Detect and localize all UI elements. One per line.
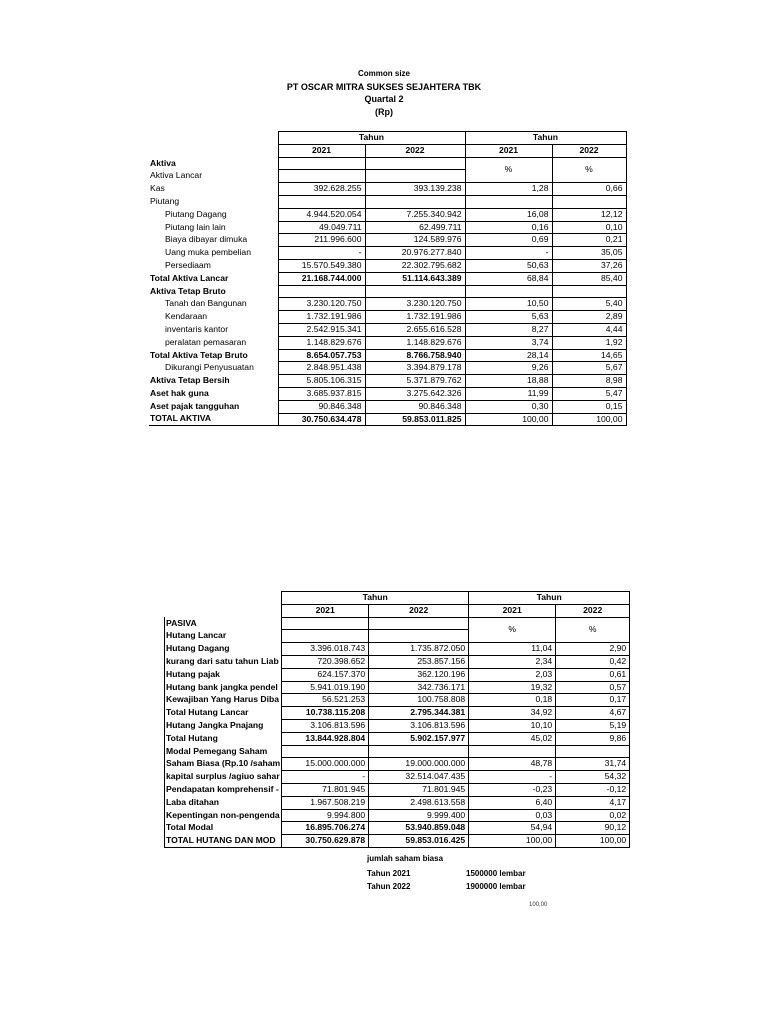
percent-2021: 45,02 — [469, 732, 556, 745]
percent-2021 — [465, 285, 552, 298]
percent-2021: -0,23 — [469, 783, 556, 796]
row-label: Kewajiban Yang Harus Diba — [165, 694, 282, 707]
percent-2022: 0,15 — [552, 400, 626, 413]
percent-header-2022: % — [552, 157, 626, 183]
percent-2021: 100,00 — [465, 413, 552, 426]
value-2022: 59.853.011.825 — [365, 413, 465, 426]
row-label: Uang muka pembelian — [165, 247, 251, 258]
value-2022: 32.514.047.435 — [369, 771, 469, 784]
percent-2022: 37,26 — [552, 259, 626, 272]
row-label: Biaya dibayar dimuka — [165, 234, 248, 245]
value-2022: 2.655.616.528 — [365, 323, 465, 336]
percent-2021: 10,10 — [469, 719, 556, 732]
table-row — [165, 681, 630, 694]
row-label: Kendaraan — [165, 311, 208, 322]
row-label: Tanah dan Bangunan — [165, 298, 247, 309]
value-2021: 3.106.813.596 — [282, 719, 369, 732]
value-2021: - — [282, 771, 369, 784]
value-2021: 8.654.057.753 — [278, 349, 365, 362]
table-row — [149, 195, 626, 208]
row-label: kurang dari satu tahun Liab — [165, 655, 282, 668]
percent-2021: 2,03 — [469, 668, 556, 681]
shares-2022-value: 1900000 lembar — [466, 882, 526, 891]
percent-2022: 35,05 — [552, 247, 626, 260]
value-2022 — [369, 630, 469, 643]
percent-2022: 0,02 — [556, 809, 630, 822]
percent-2022: -0,12 — [556, 783, 630, 796]
value-2022: 51.114.643.389 — [365, 272, 465, 285]
row-label: Aset hak guna — [150, 387, 209, 398]
percent-2021: 0,30 — [465, 400, 552, 413]
row-label: Aktiva Tetap Bruto — [150, 285, 226, 296]
value-2022: 3.394.879.178 — [365, 362, 465, 375]
percent-2022: 0,17 — [556, 694, 630, 707]
assets-table-body — [149, 132, 626, 426]
value-2022: 124.589.976 — [365, 234, 465, 247]
table-row — [165, 796, 630, 809]
value-2022 — [365, 285, 465, 298]
row-label: Hutang bank jangka pendel — [165, 681, 282, 694]
value-2021 — [282, 630, 369, 643]
header-tahun-percent: Tahun — [465, 132, 626, 145]
row-label: Total Hutang — [165, 732, 282, 745]
table-row — [165, 719, 630, 732]
value-2022 — [369, 617, 469, 630]
value-2021: 2.848.951.438 — [278, 362, 365, 375]
value-2022: 342.736.171 — [369, 681, 469, 694]
shares-2022-label: Tahun 2022 — [367, 882, 411, 891]
table-row — [149, 208, 626, 221]
header-tahun-values: Tahun — [282, 592, 469, 605]
value-2022: 362.120.196 — [369, 668, 469, 681]
percent-2022 — [552, 195, 626, 208]
value-2022: 53.940.859.048 — [369, 822, 469, 835]
table-row — [165, 668, 630, 681]
header-tahun-values: Tahun — [278, 132, 465, 145]
value-2021 — [278, 195, 365, 208]
value-2021 — [278, 157, 365, 170]
value-2022: 71.801.945 — [369, 783, 469, 796]
table-row — [149, 400, 626, 413]
percent-2021: 3,74 — [465, 336, 552, 349]
percent-2021: 28,14 — [465, 349, 552, 362]
percent-2022: 0,10 — [552, 221, 626, 234]
value-2022: 22.302.795.682 — [365, 259, 465, 272]
header-year-2022: 2022 — [365, 144, 465, 157]
value-2021: 5.941.019.190 — [282, 681, 369, 694]
value-2022: 62.499.711 — [365, 221, 465, 234]
value-2021: 3.396.018.743 — [282, 643, 369, 656]
table-row — [149, 183, 626, 196]
header-row-years — [149, 144, 626, 157]
header-empty-cell — [149, 132, 278, 145]
row-label: Laba ditahan — [165, 796, 282, 809]
header-row-years — [165, 604, 630, 617]
value-2021: 2.542.915.341 — [278, 323, 365, 336]
header-empty-cell — [165, 592, 282, 605]
percent-2022: 5,40 — [552, 298, 626, 311]
percent-2022: 4,17 — [556, 796, 630, 809]
table-row — [149, 349, 626, 362]
percent-2022: 2,89 — [552, 311, 626, 324]
row-label: TOTAL AKTIVA — [149, 413, 278, 426]
table-row — [149, 234, 626, 247]
value-2021: - — [278, 247, 365, 260]
header-empty-cell — [165, 604, 282, 617]
percent-2021: 18,88 — [465, 375, 552, 388]
table-row — [165, 732, 630, 745]
report-titles — [0, 68, 768, 118]
percent-2022 — [556, 745, 630, 758]
percent-2022: 2,90 — [556, 643, 630, 656]
table-row — [149, 336, 626, 349]
assets-table — [149, 131, 627, 426]
value-2022: 90.846.348 — [365, 400, 465, 413]
value-2021: 15.570.549.380 — [278, 259, 365, 272]
value-2021: 30.750.634.478 — [278, 413, 365, 426]
value-2021: 720.398.652 — [282, 655, 369, 668]
percent-2021: 0,18 — [469, 694, 556, 707]
percent-2022: 0,21 — [552, 234, 626, 247]
header-row-tahun — [165, 592, 630, 605]
header-year-2022: 2022 — [369, 604, 469, 617]
percent-2022: 4,67 — [556, 707, 630, 720]
percent-2021: - — [469, 771, 556, 784]
table-row — [149, 259, 626, 272]
table-row — [165, 822, 630, 835]
table-row — [149, 387, 626, 400]
value-2021: 71.801.945 — [282, 783, 369, 796]
percent-2022: 31,74 — [556, 758, 630, 771]
table-row — [149, 311, 626, 324]
percent-2021: 1,28 — [465, 183, 552, 196]
value-2022: 2.498.613.558 — [369, 796, 469, 809]
value-2022: 1.732.191.986 — [365, 311, 465, 324]
value-2021: 90.846.348 — [278, 400, 365, 413]
percent-2022: 90,12 — [556, 822, 630, 835]
shares-note-title: jumlah saham biasa — [367, 854, 444, 863]
table-row — [149, 298, 626, 311]
value-2021: 3.685.937.815 — [278, 387, 365, 400]
percent-2021: 9,26 — [465, 362, 552, 375]
row-label: Aset pajak tangguhan — [150, 400, 240, 411]
percent-2022: 8,98 — [552, 375, 626, 388]
table-row — [149, 413, 626, 426]
value-2021: 16.895.706.274 — [282, 822, 369, 835]
liabilities-table-body — [165, 592, 630, 848]
value-2021: 10.738.115.208 — [282, 707, 369, 720]
value-2022: 393.139.238 — [365, 183, 465, 196]
row-label: Dikurangi Penyusuatan — [165, 362, 254, 373]
footer-number: 100,00 — [529, 902, 548, 908]
row-label: Saham Biasa (Rp.10 /saham — [165, 758, 282, 771]
row-label: Aktiva — [150, 157, 176, 168]
value-2021 — [282, 617, 369, 630]
header-pct-year-2021: 2021 — [469, 604, 556, 617]
percent-2022: 5,47 — [552, 387, 626, 400]
table-row — [165, 835, 630, 848]
table-row — [149, 157, 626, 170]
percent-2021: 11,99 — [465, 387, 552, 400]
table-row — [165, 758, 630, 771]
percent-2021: - — [465, 247, 552, 260]
table-row — [149, 323, 626, 336]
table-row — [165, 809, 630, 822]
row-label: Aktiva Lancar — [150, 170, 203, 181]
value-2022: 9.999.400 — [369, 809, 469, 822]
row-label: Total Hutang Lancar — [165, 707, 282, 720]
percent-2021 — [469, 745, 556, 758]
value-2022: 8.766.758.940 — [365, 349, 465, 362]
table-row — [165, 694, 630, 707]
row-label: Hutang pajak — [165, 668, 282, 681]
row-label: Total Aktiva Tetap Bruto — [150, 349, 248, 360]
percent-2021: 0,16 — [465, 221, 552, 234]
table-row — [165, 643, 630, 656]
row-label: Kas — [150, 183, 165, 194]
header-pct-year-2022: 2022 — [556, 604, 630, 617]
table-row — [149, 272, 626, 285]
header-row-tahun — [149, 132, 626, 145]
value-2022: 5.371.879.762 — [365, 375, 465, 388]
percent-2021: 68,84 — [465, 272, 552, 285]
value-2021: 15.000.000.000 — [282, 758, 369, 771]
value-2021: 9.994.800 — [282, 809, 369, 822]
value-2021: 624.157.370 — [282, 668, 369, 681]
percent-2022: 5,67 — [552, 362, 626, 375]
header-empty-cell — [149, 144, 278, 157]
row-label: peralatan pemasaran — [165, 336, 247, 347]
percent-2021: 100,00 — [469, 835, 556, 848]
percent-2022: 14,65 — [552, 349, 626, 362]
table-row — [165, 745, 630, 758]
percent-2022: 0,42 — [556, 655, 630, 668]
shares-2021-label: Tahun 2021 — [367, 869, 411, 878]
value-2022: 100.758.808 — [369, 694, 469, 707]
percent-2021: 19,32 — [469, 681, 556, 694]
percent-header-2022: % — [556, 617, 630, 643]
percent-2021: 50,63 — [465, 259, 552, 272]
percent-2022: 4,44 — [552, 323, 626, 336]
percent-2022: 0,66 — [552, 183, 626, 196]
percent-2022: 85,40 — [552, 272, 626, 285]
value-2022: 1.735.872.050 — [369, 643, 469, 656]
value-2022: 19.000.000.000 — [369, 758, 469, 771]
row-label: PASIVA — [165, 617, 282, 630]
percent-2021 — [465, 195, 552, 208]
value-2022: 2.795.344.381 — [369, 707, 469, 720]
value-2022: 253.857.156 — [369, 655, 469, 668]
percent-2021: 48,78 — [469, 758, 556, 771]
percent-2021: 6,40 — [469, 796, 556, 809]
percent-2022: 100,00 — [552, 413, 626, 426]
percent-2022: 0,61 — [556, 668, 630, 681]
value-2021: 1.148.829.676 — [278, 336, 365, 349]
percent-2022: 54,32 — [556, 771, 630, 784]
row-label: Piutang — [150, 195, 180, 206]
value-2022 — [369, 745, 469, 758]
header-year-2021: 2021 — [282, 604, 369, 617]
percent-2022: 0,57 — [556, 681, 630, 694]
table-row — [165, 783, 630, 796]
value-2021: 1.732.191.986 — [278, 311, 365, 324]
value-2021 — [282, 745, 369, 758]
value-2021: 5.805.106.315 — [278, 375, 365, 388]
table-row — [165, 707, 630, 720]
percent-2021: 8,27 — [465, 323, 552, 336]
value-2021: 1.967.508.219 — [282, 796, 369, 809]
table-row — [165, 655, 630, 668]
value-2022: 7.255.340.942 — [365, 208, 465, 221]
period-label: Quartal 2 — [364, 94, 404, 104]
value-2021: 49.049.711 — [278, 221, 365, 234]
percent-header-2021: % — [465, 157, 552, 183]
percent-2022: 9,86 — [556, 732, 630, 745]
row-label: inventaris kantor — [165, 323, 229, 334]
row-label: Total Modal — [165, 822, 282, 835]
row-label: Total Aktiva Lancar — [150, 272, 229, 283]
table-row — [149, 285, 626, 298]
company-name: PT OSCAR MITRA SUKSES SEJAHTERA TBK — [286, 81, 482, 92]
value-2022: 3.106.813.596 — [369, 719, 469, 732]
value-2021: 30.750.629.878 — [282, 835, 369, 848]
value-2021: 4.944.520.054 — [278, 208, 365, 221]
row-label: Modal Pemegang Saham — [165, 745, 282, 758]
value-2022: 59.853.016.425 — [369, 835, 469, 848]
percent-2021: 5,63 — [465, 311, 552, 324]
row-label: TOTAL HUTANG DAN MOD — [165, 835, 282, 848]
value-2021: 13.844.928.804 — [282, 732, 369, 745]
row-label: Hutang Jangka Pnajang — [165, 719, 282, 732]
row-label: Aktiva Tetap Bersih — [150, 375, 230, 386]
percent-2022: 5,19 — [556, 719, 630, 732]
row-label: Hutang Lancar — [165, 630, 282, 643]
currency-label: (Rp) — [375, 106, 393, 117]
table-row — [165, 617, 630, 630]
percent-2021: 2,34 — [469, 655, 556, 668]
header-pct-year-2022: 2022 — [552, 144, 626, 157]
table-row — [165, 771, 630, 784]
value-2022 — [365, 170, 465, 183]
value-2021: 392.628.255 — [278, 183, 365, 196]
row-label: Kepentingan non-pengenda — [165, 809, 282, 822]
percent-2021: 11,04 — [469, 643, 556, 656]
value-2021 — [278, 170, 365, 183]
value-2022: 3.275.642.326 — [365, 387, 465, 400]
value-2021 — [278, 285, 365, 298]
percent-2022: 1,92 — [552, 336, 626, 349]
value-2022: 1.148.829.676 — [365, 336, 465, 349]
header-tahun-percent: Tahun — [469, 592, 630, 605]
value-2022: 20.976.277.840 — [365, 247, 465, 260]
row-label: Persediaam — [165, 259, 211, 270]
percent-2021: 10,50 — [465, 298, 552, 311]
report-subtitle-common-size: Common size — [357, 69, 410, 78]
header-pct-year-2021: 2021 — [465, 144, 552, 157]
row-label: Piutang Dagang — [165, 208, 227, 219]
percent-2021: 16,08 — [465, 208, 552, 221]
percent-2021: 0,03 — [469, 809, 556, 822]
header-year-2021: 2021 — [278, 144, 365, 157]
percent-2021: 0,69 — [465, 234, 552, 247]
value-2021: 211.996.600 — [278, 234, 365, 247]
table-row — [149, 247, 626, 260]
percent-header-2021: % — [469, 617, 556, 643]
row-label: Pendapatan komprehensif - — [165, 783, 282, 796]
value-2021: 56.521.253 — [282, 694, 369, 707]
percent-2021: 54,94 — [469, 822, 556, 835]
percent-2022: 100,00 — [556, 835, 630, 848]
value-2022 — [365, 157, 465, 170]
percent-2022: 12,12 — [552, 208, 626, 221]
table-row — [149, 221, 626, 234]
table-row — [149, 362, 626, 375]
row-label: Hutang Dagang — [165, 643, 282, 656]
value-2021: 21.168.744.000 — [278, 272, 365, 285]
liabilities-table — [164, 591, 630, 848]
row-label: kapital surplus /agiuo sahar — [165, 771, 282, 784]
value-2021: 3.230.120.750 — [278, 298, 365, 311]
percent-2021: 34,92 — [469, 707, 556, 720]
shares-2021-value: 1500000 lembar — [466, 869, 526, 878]
row-label: Piutang lain lain — [165, 221, 226, 232]
value-2022: 3.230.120.750 — [365, 298, 465, 311]
percent-2022 — [552, 285, 626, 298]
value-2022 — [365, 195, 465, 208]
value-2022: 5.902.157.977 — [369, 732, 469, 745]
table-row — [149, 375, 626, 388]
